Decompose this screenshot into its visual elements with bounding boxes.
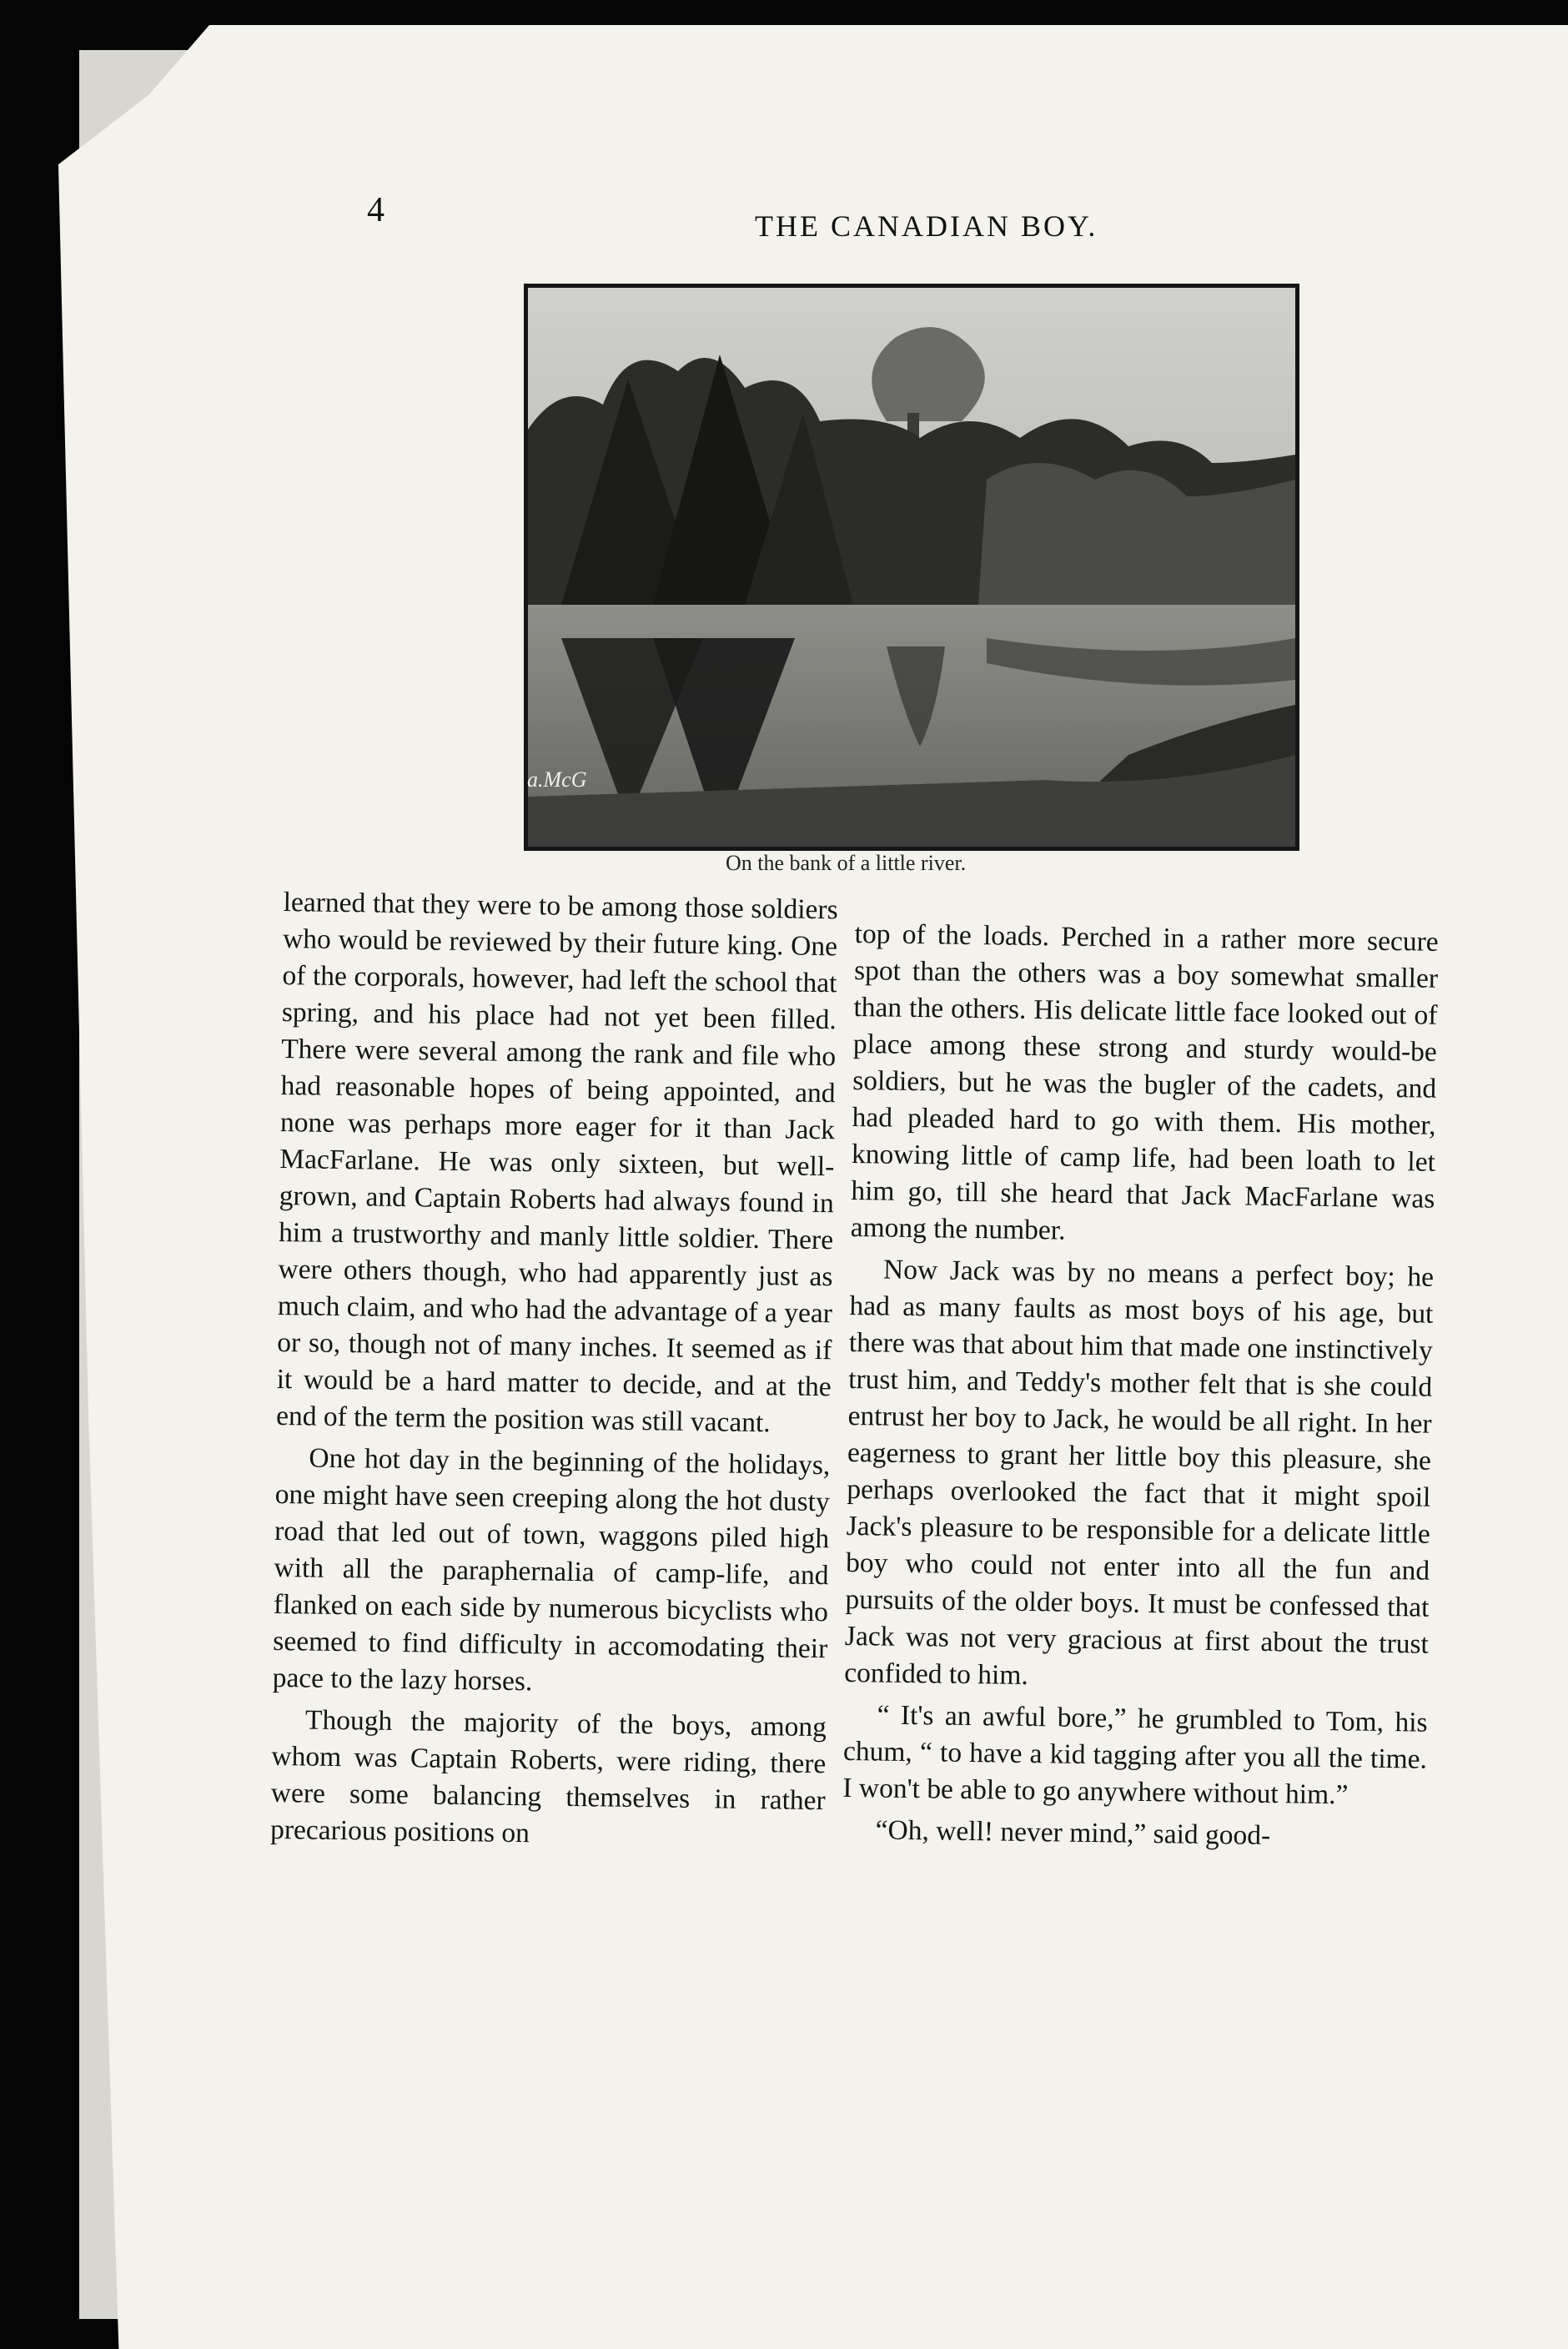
running-head: THE CANADIAN BOY.	[755, 209, 1098, 243]
paragraph: “ It's an awful bore,” he grumbled to Tom, his chum, “ to have a kid tagging after you all the time. I won't be able to go anywhere without him.”	[842, 1699, 1428, 1811]
paragraph: “Oh, well! never mind,” said good-	[875, 1814, 1271, 1852]
page-number: 4	[367, 191, 384, 229]
river-scene-picture	[528, 288, 1295, 847]
illustration-caption: On the bank of a little river.	[726, 851, 967, 875]
paragraph: Though the majority of the boys, among whom was Captain Roberts, were riding, there were some balancing themselves in rather precarious positions on	[269, 1704, 827, 1849]
left-text-column	[270, 884, 838, 1861]
right-text-column	[842, 916, 1439, 1862]
paragraph: learned that they were to be among those soldiers who would be reviewed by their future king. One of the corporals, however, had left the school that spring, and his place had not yet been filled. There were several among the rank and file who had reasonable hopes of being appointed, and none was perhaps more eager for it than Jack MacFarlane. He was only sixteen, but well-grown, and Captain Roberts had always found in him a trustworthy and manly little soldier. There were others though, who had apparently just as much claim, and who had the advantage of a year or so, though not of many inches. It seemed as if it would be a hard matter to decide, and at the end of the term the position was still vacant.	[275, 886, 838, 1439]
artist-signature: a.McG	[527, 767, 587, 792]
river-illustration	[524, 284, 1299, 851]
paragraph: top of the loads. Perched in a rather more secure spot than the others was a boy somewhat smaller than the others. His delicate little face looked out of place among these strong and sturdy would-be soldiers, but he was the bugler of the cadets, and had pleaded hard to go with them. His mother, knowing little of camp life, had been loath to let him go, till she heard that Jack MacFarlane was among the number.	[850, 918, 1439, 1246]
paragraph: Now Jack was by no means a perfect boy; he had as many faults as most boys of his age, but there was that about him that made one instinctively trust him, and Teddy's mother felt that is she could entrust her boy to Jack, he would be all right. In her eagerness to grant her little boy this pleasure, she perhaps overlooked the fact that it might spoil Jack's pleasure to be responsible for a delicate little boy who could not enter into all the fun and pursuits of the older boys. It must be confessed that Jack was not very gracious at first about the trust confided to him.	[844, 1254, 1435, 1691]
paragraph: One hot day in the beginning of the holidays, one might have seen creeping along the hot dusty road that led out of town, waggons piled high with all the paraphernalia of camp-life, and flanked on each side by numerous bicyclists who seemed to find difficulty in accomodating their pace to the lazy horses.	[272, 1442, 831, 1698]
